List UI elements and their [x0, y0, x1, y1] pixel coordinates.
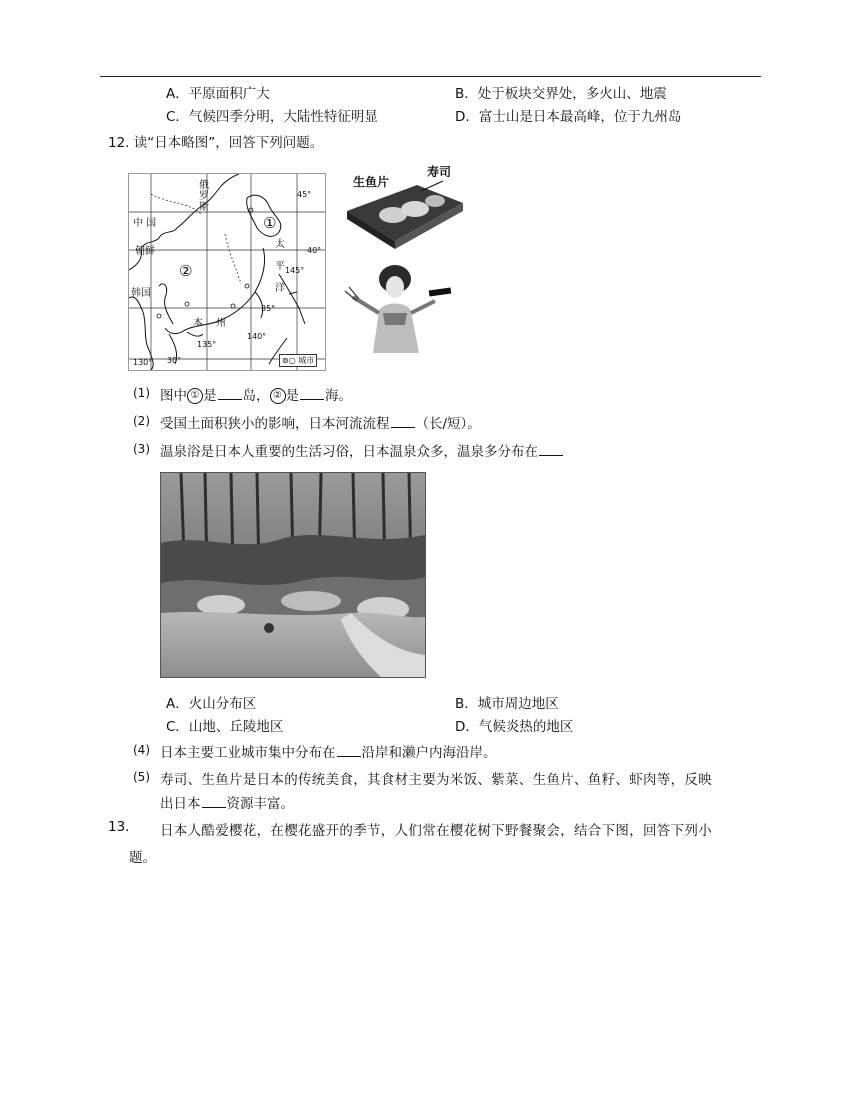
q11-option-d: D．富士山是日本最高峰，位于九州岛 — [455, 109, 682, 125]
sub1-number: (1) — [133, 386, 150, 400]
map-label-lat45: 45° — [297, 190, 312, 199]
sub3-option-c: C．山地、丘陵地区 — [166, 719, 284, 735]
map-label-lon145: 145° — [285, 266, 305, 275]
circled-1: ① — [187, 388, 203, 404]
sub5-line1: 寿司、生鱼片是日本的传统美食，其食材主要为米饭、紫菜、生鱼片、鱼籽、虾肉等，反映 — [160, 772, 712, 788]
map-label-lon130: 130° — [133, 358, 153, 367]
sub4-number: (4) — [133, 743, 150, 757]
label-sushi: 寿司 — [427, 165, 452, 179]
sub4-text: 日本主要工业城市集中分布在 沿岸和濑户内海沿岸。 — [160, 745, 497, 761]
label-sashimi: 生鱼片 — [353, 175, 390, 189]
map-label-honshu: 本 州 — [193, 318, 226, 329]
header-rule — [100, 76, 761, 77]
sub3-option-d: D．气候炎热的地区 — [455, 719, 574, 735]
sub3-option-a: A．火山分布区 — [166, 696, 257, 712]
sub3-blank[interactable] — [539, 443, 563, 456]
q11-option-a: A．平原面积广大 — [166, 86, 270, 102]
sub4-blank[interactable] — [337, 744, 361, 757]
hot-spring-photo — [160, 472, 426, 678]
sushi-geisha-illustration — [343, 163, 467, 356]
map-label-pacific: 太 平 洋 — [275, 239, 285, 294]
sub1-blank-2[interactable] — [300, 387, 324, 400]
map-label-lat35: 35° — [261, 304, 276, 313]
q11-option-b: B．处于板块交界处，多火山、地震 — [455, 86, 667, 102]
q11-option-c: C．气候四季分明，大陆性特征明显 — [166, 109, 378, 125]
sub5-number: (5) — [133, 770, 150, 784]
hot-spring-image — [161, 473, 425, 677]
sub3-number: (3) — [133, 442, 150, 456]
sub1-blank-1[interactable] — [218, 387, 242, 400]
map-marker-1: ① — [263, 214, 277, 232]
sub3-text: 温泉浴是日本人重要的生活习俗，日本温泉众多，温泉多分布在 — [160, 440, 564, 460]
map-label-china: 中 国 — [133, 218, 157, 229]
map-label-lat30: 30° — [167, 356, 182, 365]
map-label-lon140: 140° — [247, 332, 267, 341]
sub3-option-b: B．城市周边地区 — [455, 696, 559, 712]
q13-line2: 题。 — [129, 850, 156, 866]
map-label-korea-s: 韩国 — [131, 288, 151, 299]
sub1-text: 图中 ① 是 岛， ② 是 海。 — [160, 388, 352, 404]
q13-line1: 日本人酷爱樱花，在樱花盛开的季节，人们常在樱花树下野餐聚会，结合下图，回答下列小 — [160, 823, 712, 839]
sub2-number: (2) — [133, 414, 150, 428]
map-legend: ⊚○ 城市 — [279, 354, 317, 367]
map-marker-2: ② — [179, 262, 193, 280]
sub2-blank[interactable] — [391, 415, 415, 428]
japan-map — [128, 173, 326, 371]
food-figure — [343, 163, 467, 356]
map-label-lon135: 135° — [197, 340, 217, 349]
map-label-korea-n: 朝鲜 — [135, 246, 155, 257]
sub2-text: 受国土面积狭小的影响，日本河流流程 （长/短）。 — [160, 416, 481, 432]
q12-stem: 12. 读“日本略图”，回答下列问题。 — [108, 135, 324, 151]
map-label-russia: 俄 罗 斯 — [199, 180, 209, 213]
map-label-lat40: 40° — [307, 246, 322, 255]
sub5-line2: 出日本 资源丰富。 — [160, 796, 294, 812]
sub5-blank[interactable] — [202, 795, 226, 808]
circled-2: ② — [270, 388, 286, 404]
q13-number: 13. — [108, 819, 130, 835]
